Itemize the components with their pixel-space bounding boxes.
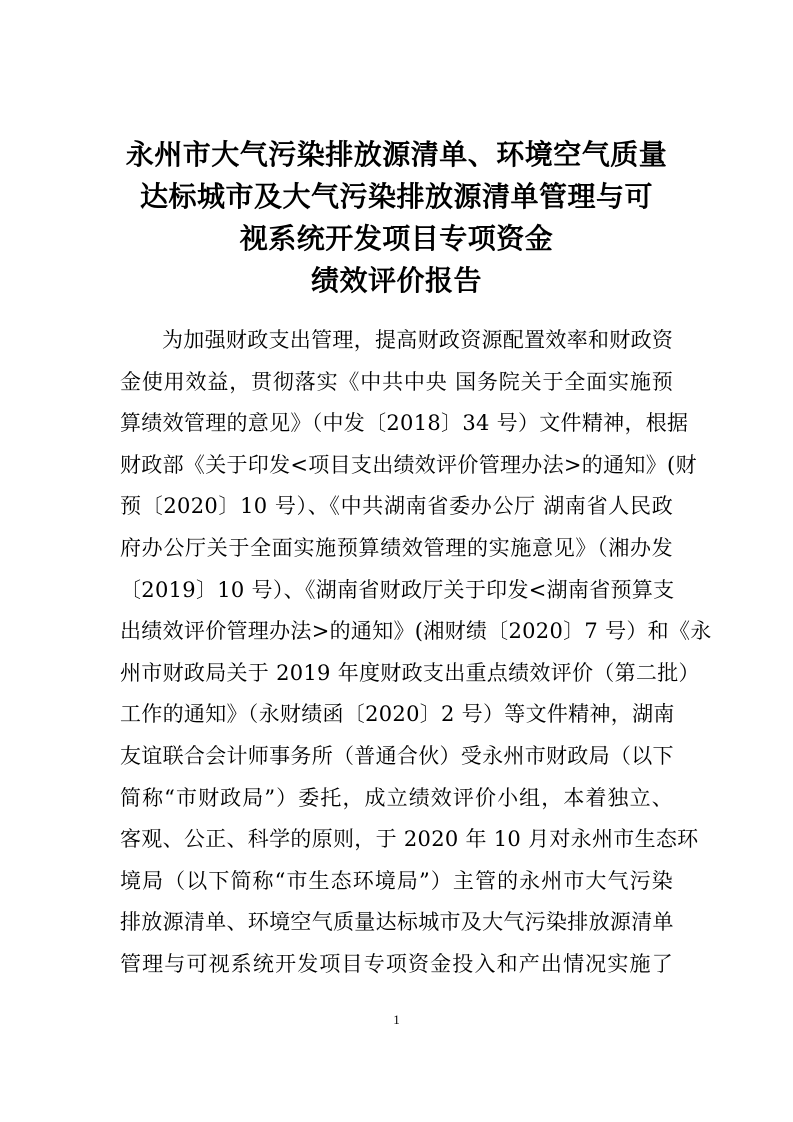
body-line: 友谊联合会计师事务所（普通合伙）受永州市财政局（以下 — [120, 743, 674, 768]
body-paragraph — [120, 320, 712, 986]
body-line: 简称“市财政局”）委托，成立绩效评价小组，本着独立、 — [120, 785, 673, 810]
body-line: 排放源清单、环境空气质量达标城市及大气污染排放源清单 — [120, 910, 674, 935]
title-line-3: 视系统开发项目专项资金 — [239, 222, 554, 255]
title-line-4: 绩效评价报告 — [310, 264, 482, 297]
report-title — [90, 134, 703, 302]
page-number: 1 — [393, 1012, 400, 1027]
body-line: 财政部《关于印发<项目支出绩效评价管理办法>的通知》(财 — [120, 452, 697, 477]
body-line: 预〔2020〕10 号）、《中共湖南省委办公厅 湖南省人民政 — [120, 494, 673, 519]
body-line: 州市财政局关于 2019 年度财政支出重点绩效评价（第二批） — [120, 660, 700, 685]
body-line: 管理与可视系统开发项目专项资金投入和产出情况实施了 — [120, 951, 673, 976]
body-line: 府办公厅关于全面实施预算绩效管理的实施意见》（湘办发 — [120, 535, 673, 560]
body-line: 算绩效管理的意见》（中发〔2018〕34 号）文件精神，根据 — [120, 411, 689, 436]
body-line: 工作的通知》（永财绩函〔2020〕2 号）等文件精神，湖南 — [120, 702, 675, 727]
body-line: 为加强财政支出管理，提高财政资源配置效率和财政资 — [162, 328, 674, 352]
body-line: 出绩效评价管理办法>的通知》(湘财绩〔2020〕7 号）和《永 — [120, 619, 712, 644]
body-line: 境局（以下简称“市生态环境局”）主管的永州市大气污染 — [120, 868, 673, 893]
title-line-1: 永州市大气污染排放源清单、环境空气质量 — [125, 138, 668, 171]
title-line-2: 达标城市及大气污染排放源清单管理与可 — [139, 180, 653, 213]
body-line: 〔2019〕10 号）、《湖南省财政厅关于印发<湖南省预算支 — [120, 577, 675, 602]
body-line: 客观、公正、科学的原则，于 2020 年 10 月对永州市生态环 — [120, 827, 699, 852]
body-line: 金使用效益，贯彻落实《中共中央 国务院关于全面实施预 — [120, 369, 673, 394]
